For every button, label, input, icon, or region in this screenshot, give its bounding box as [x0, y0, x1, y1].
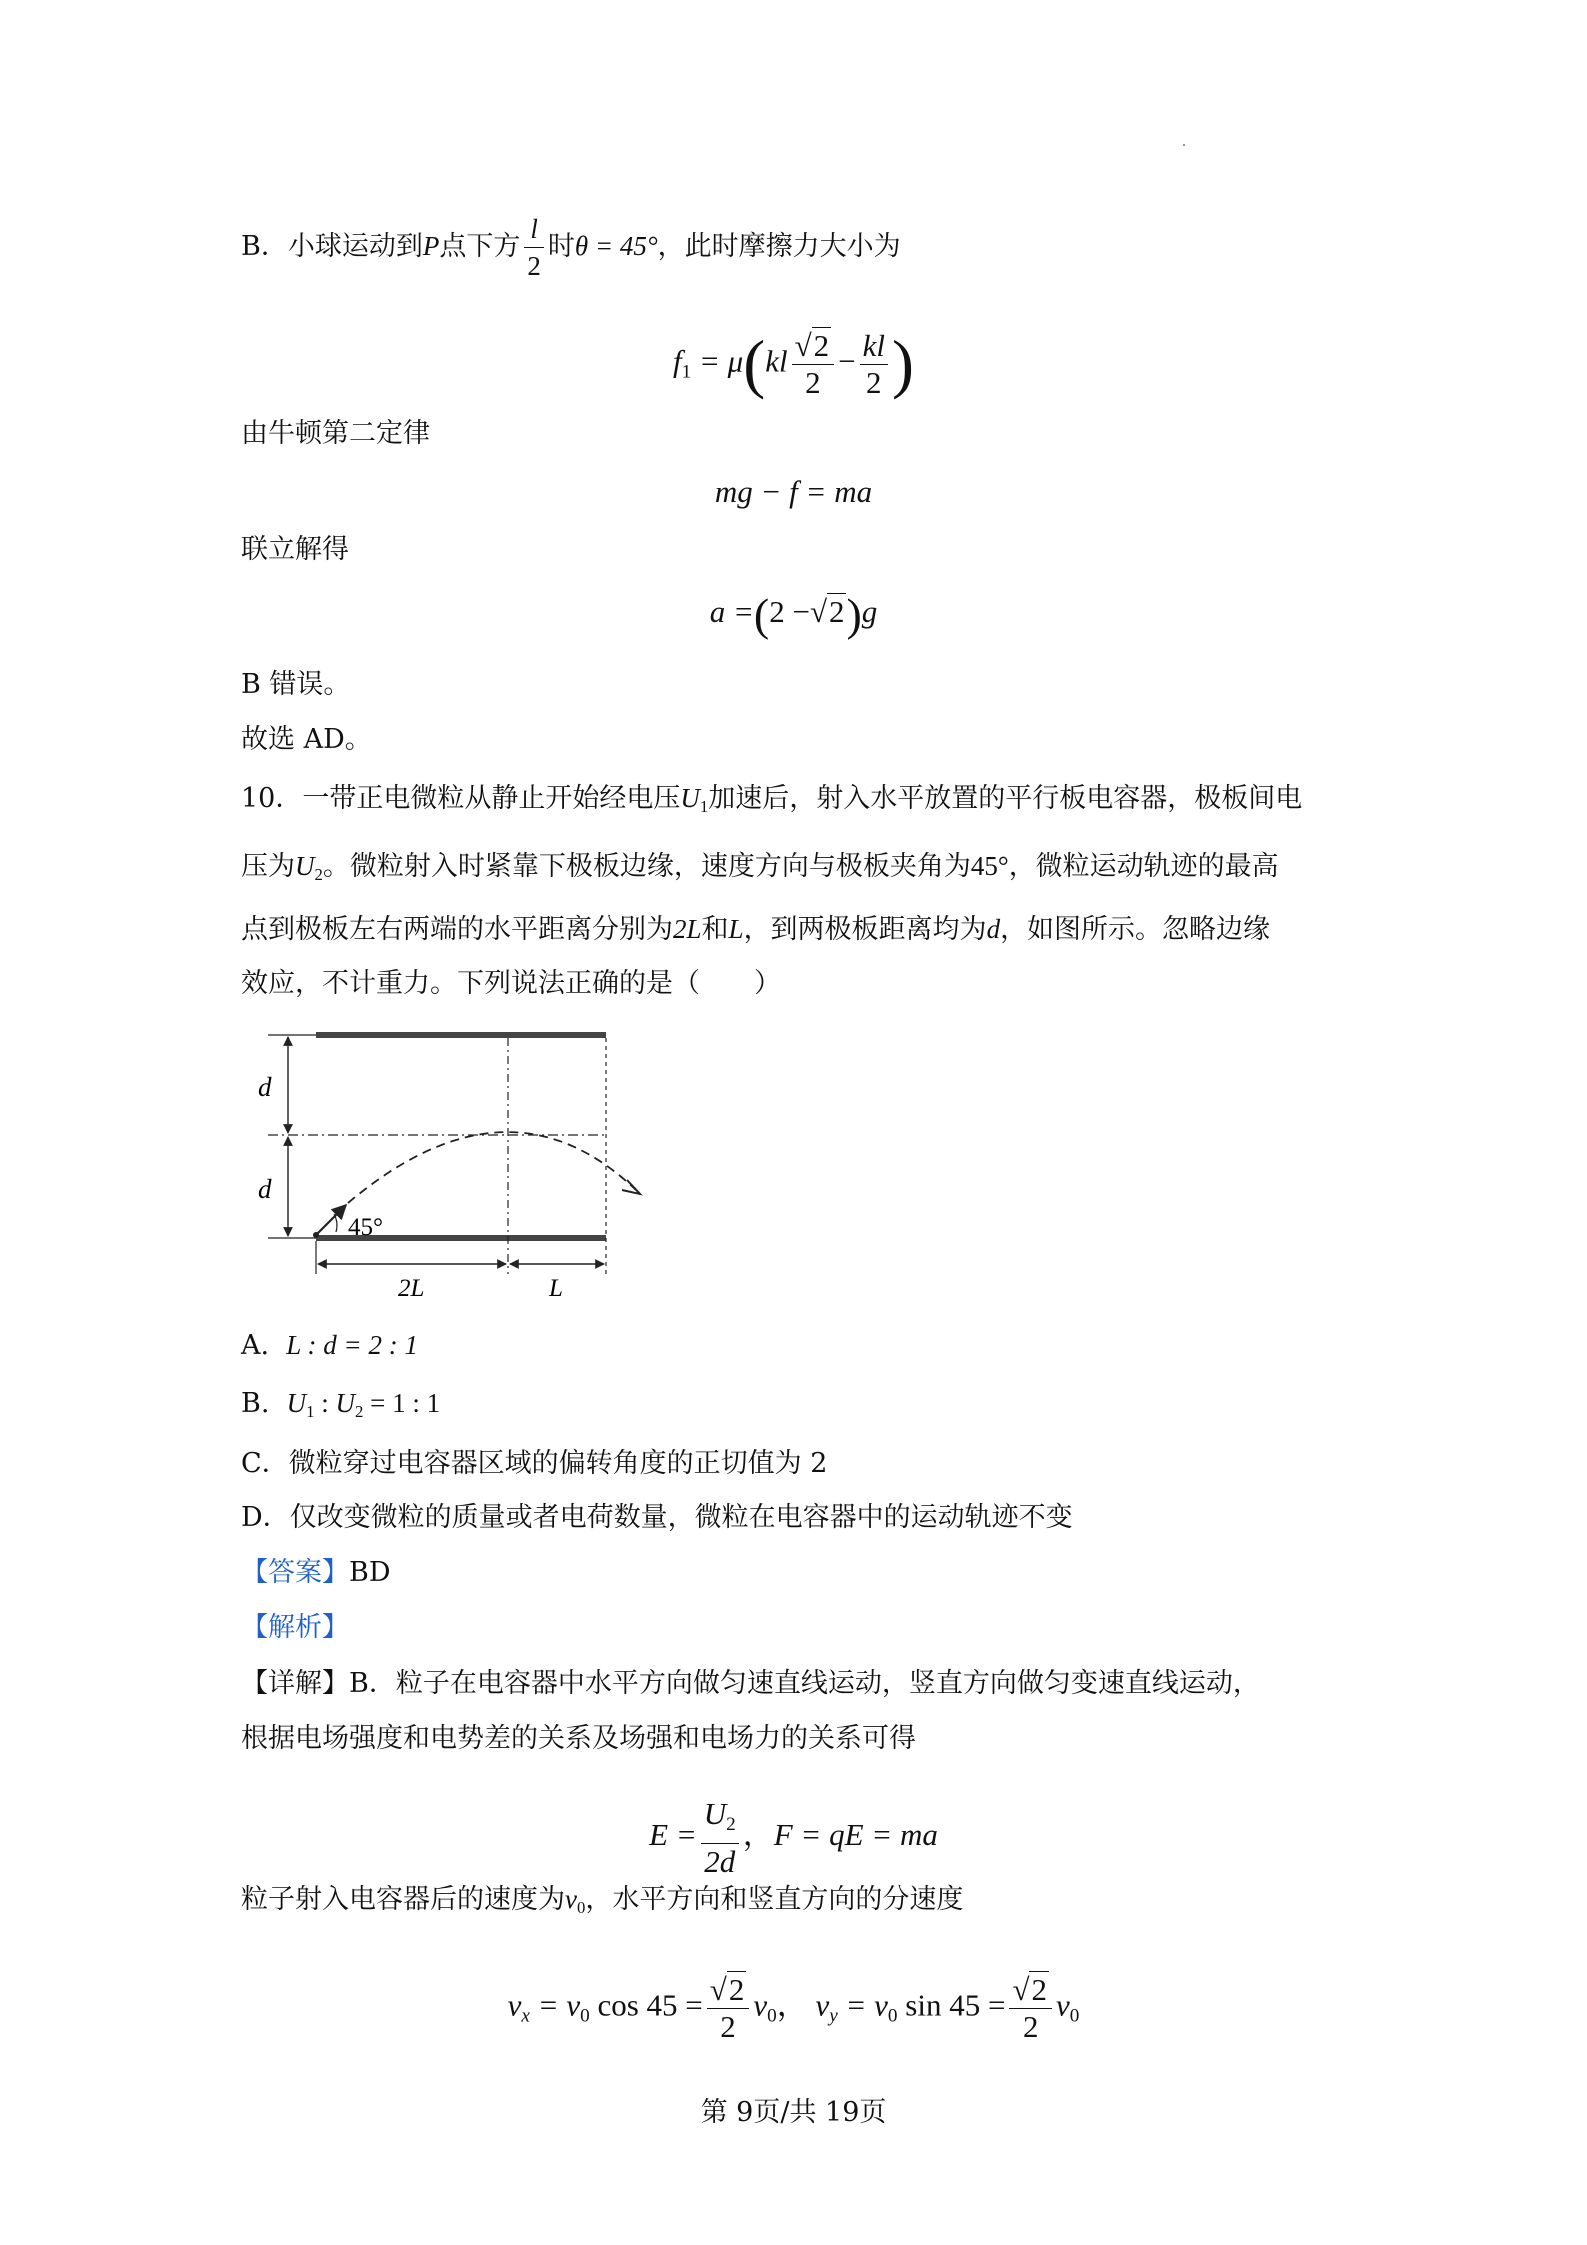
- fraction-sqrt2-over-2: [1009, 1972, 1052, 2045]
- analysis-tag: 【解析】: [241, 1612, 349, 1643]
- equation-field: [0, 1796, 1587, 1880]
- text: ，水平方向和竖直方向的分速度: [585, 1884, 964, 1915]
- equation-velocity-components: [0, 1972, 1587, 2045]
- radicand: 2: [728, 1972, 745, 2007]
- numerator: kl: [860, 328, 888, 365]
- denominator: 2d: [704, 1843, 736, 1879]
- text: ，到两极板距离均为: [743, 914, 987, 945]
- denominator: 2: [866, 365, 882, 400]
- force-equation: F = qE = ma: [773, 1817, 938, 1852]
- v-symbol: v: [565, 1884, 577, 1914]
- page-number: 第 9页/共 19页: [700, 2097, 887, 2128]
- equals-mu: = μ: [699, 343, 744, 379]
- subscript: y: [829, 2005, 838, 2027]
- analysis-line: [241, 1608, 349, 1648]
- angle-value: 45°: [970, 851, 1009, 881]
- u-symbol: U: [335, 1388, 355, 1418]
- q10-line-3: [241, 909, 1270, 950]
- option-c: C．微粒穿过电容器区域的偏转角度的正切值为 2: [241, 1448, 828, 1479]
- fraction-sqrt2-over-2: [707, 1972, 750, 2045]
- subscript: 0: [1069, 2005, 1080, 2027]
- text: 加速后，射入水平放置的平行板电容器，极板间电: [708, 783, 1303, 814]
- v-symbol: v: [1055, 1987, 1070, 2023]
- angle-label: 45°: [348, 1214, 383, 1241]
- radicand: 2: [1031, 1972, 1047, 2007]
- denominator: 2: [720, 2009, 736, 2044]
- sqrt-sign: √2: [1012, 1972, 1047, 2007]
- denominator: 2: [805, 365, 821, 400]
- sqrt-sign: √2: [809, 594, 845, 629]
- u-symbol: U: [680, 783, 700, 813]
- right-paren: ): [846, 588, 862, 640]
- newton-law-text: 由牛顿第二定律: [241, 418, 430, 449]
- text: 压为: [241, 851, 295, 882]
- top-plate: [316, 1032, 606, 1038]
- text: 点到极板左右两端的水平距离分别为: [241, 914, 673, 945]
- denominator: 2: [1022, 2009, 1039, 2044]
- b-wrong-text: B 错误。: [241, 669, 351, 700]
- text: ，微粒运动轨迹的最高: [1008, 851, 1279, 882]
- trajectory-arrowhead: [622, 1180, 640, 1194]
- equation-friction: [0, 328, 1587, 401]
- detail-line-1: [241, 1664, 1260, 1704]
- subscript: 0: [576, 1898, 586, 1918]
- part-b-label: B．小球运动到: [241, 231, 423, 262]
- subscript: 1: [681, 361, 692, 383]
- u-symbol: U: [286, 1388, 307, 1418]
- fraction-kl-over-2: [860, 328, 888, 401]
- left-paren: (: [743, 327, 766, 401]
- distance-l: L: [728, 914, 744, 944]
- v-symbol: v: [815, 1987, 830, 2023]
- label-d-top: d: [258, 1072, 272, 1102]
- subscript: 0: [887, 2005, 898, 2027]
- comma: ，: [776, 1987, 808, 2023]
- theta-expression: θ = 45°: [574, 231, 658, 261]
- e-equals: E =: [649, 1817, 697, 1852]
- sqrt-sign: √2: [794, 328, 830, 363]
- option-a: [241, 1325, 418, 1366]
- distance-2l: 2L: [673, 914, 702, 944]
- label-l: L: [549, 1275, 563, 1302]
- subscript: x: [521, 2005, 530, 2027]
- f-symbol: f: [673, 343, 682, 379]
- solve-text: 联立解得: [241, 534, 349, 565]
- subscript: 2: [355, 1402, 364, 1422]
- u-symbol: U: [703, 1796, 727, 1831]
- text: ，如图所示。忽略边缘: [1000, 914, 1271, 945]
- text: 和: [701, 914, 729, 945]
- comma: ，: [742, 1817, 774, 1852]
- sqrt-sign: √2: [709, 1972, 745, 2007]
- minus: −: [838, 343, 856, 379]
- text: 点下方: [439, 231, 521, 262]
- velocity-arrow: [316, 1205, 346, 1235]
- equals-v: = v: [845, 1987, 888, 2023]
- option-label: A.: [241, 1330, 270, 1361]
- choose-ad-text: 故选 AD。: [241, 724, 372, 755]
- particle-dot: [313, 1232, 319, 1238]
- answer-value: BD: [349, 1557, 391, 1588]
- two-minus: 2 −: [769, 594, 810, 629]
- radicand: 2: [813, 328, 830, 363]
- left-paren: (: [753, 588, 770, 640]
- a-equals: a =: [709, 594, 754, 629]
- fraction-l-over-2: [524, 211, 544, 284]
- fraction-sqrt2-over-2: [792, 328, 835, 401]
- capacitor-diagram: [250, 1022, 660, 1302]
- part-b-line: [241, 211, 901, 284]
- colon: :: [314, 1388, 336, 1418]
- trajectory-curve: [348, 1132, 636, 1203]
- option-expression: L : d = 2 : 1: [286, 1330, 418, 1360]
- point-p: P: [422, 231, 440, 261]
- text: ，此时摩擦力大小为: [657, 231, 901, 262]
- text: B．粒子在电容器中水平方向做匀速直线运动，竖直方向做匀变速直线运动，: [349, 1668, 1260, 1699]
- answer-tag: 【答案】: [241, 1557, 349, 1588]
- detail-tag: 【详解】: [241, 1668, 349, 1699]
- scan-speck: [1183, 144, 1185, 146]
- label-d-bottom: d: [258, 1174, 272, 1204]
- subscript: 1: [306, 1402, 315, 1422]
- option-d: D．仅改变微粒的质量或者电荷数量，微粒在电容器中的运动轨迹不变: [241, 1502, 1073, 1533]
- label-2l: 2L: [398, 1275, 425, 1302]
- v-symbol: v: [507, 1987, 522, 2023]
- answer-line: [241, 1553, 391, 1593]
- subscript: 2: [314, 865, 323, 885]
- ratio-value: = 1 : 1: [363, 1388, 441, 1418]
- fraction-u2-over-2d: [701, 1796, 739, 1880]
- g-symbol: g: [861, 594, 878, 629]
- distance-d: d: [986, 914, 1001, 944]
- option-label: B.: [241, 1388, 270, 1419]
- sin-term: sin 45 =: [905, 1987, 1006, 2023]
- v-symbol: v: [753, 1987, 768, 2023]
- numerator: l: [524, 211, 544, 248]
- cos-term: cos 45 =: [597, 1987, 703, 2023]
- u-symbol: U: [295, 851, 315, 881]
- text: 。微粒射入时紧靠下极板边缘，速度方向与极板夹角为: [322, 851, 971, 882]
- equation-newton: mg − f = ma: [714, 474, 873, 509]
- kl: kl: [765, 343, 788, 379]
- text: 时: [547, 231, 575, 262]
- right-paren: ): [891, 327, 914, 401]
- text: 10．一带正电微粒从静止开始经电压: [241, 783, 681, 814]
- subscript: 0: [767, 2005, 777, 2027]
- denominator: 2: [527, 251, 541, 281]
- subscript: 2: [726, 1813, 736, 1835]
- subscript: 0: [580, 2005, 590, 2027]
- text: 粒子射入电容器后的速度为: [241, 1884, 565, 1915]
- q10-line-1: [241, 778, 1302, 827]
- q10-line-4: 效应，不计重力。下列说法正确的是（ ）: [241, 968, 781, 999]
- velocity-text: [241, 1879, 963, 1928]
- equals-v: = v: [537, 1987, 581, 2023]
- option-b: [241, 1383, 440, 1432]
- detail-line-2: 根据电场强度和电势差的关系及场强和电场力的关系可得: [241, 1723, 916, 1754]
- q10-line-2: [241, 846, 1279, 895]
- subscript: 1: [699, 797, 709, 817]
- radicand: 2: [828, 594, 845, 629]
- equation-acceleration: [0, 588, 1587, 640]
